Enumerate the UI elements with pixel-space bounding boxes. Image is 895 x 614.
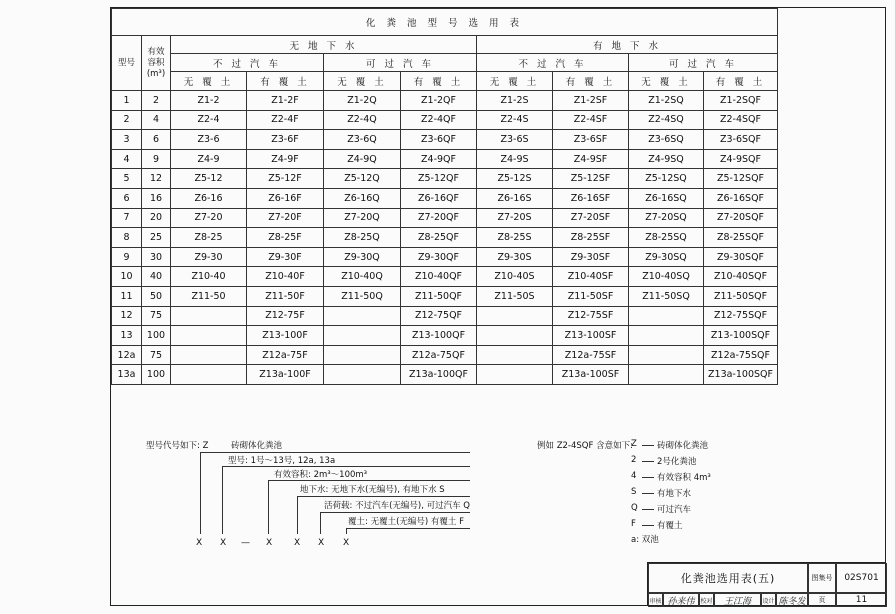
- volume-cell: 75: [142, 306, 171, 326]
- model-code-cell: Z7-20SQ: [629, 208, 704, 228]
- cover-yes-4: 有 覆 土: [704, 72, 778, 91]
- example-intro: 例如 Z2-4SQF 含意如下:: [537, 441, 633, 451]
- table-title-row: [112, 9, 778, 36]
- model-code-cell: Z3-6S: [477, 130, 553, 150]
- model-code-cell: Z4-9F: [247, 149, 324, 169]
- type-number-cell: 13: [112, 326, 142, 346]
- model-code-cell: Z8-25S: [477, 228, 553, 248]
- header-row-3: [112, 72, 778, 91]
- example-desc: 砖砌体化粪池: [657, 441, 709, 451]
- type-number-cell: 7: [112, 208, 142, 228]
- model-code-cell: Z2-4Q: [324, 110, 401, 130]
- model-code-cell: Z8-25Q: [324, 228, 401, 248]
- model-code-cell: Z12a-75SQF: [704, 345, 778, 365]
- model-code-cell: Z6-16SQF: [704, 188, 778, 208]
- model-code-cell: Z12a-75QF: [401, 345, 477, 365]
- cover-none-3: 无 覆 土: [477, 72, 553, 91]
- legend-line-cover: 覆土: 无覆土(无编号) 有覆土 F: [348, 517, 464, 527]
- example-dash: [642, 493, 654, 494]
- model-code-cell: [171, 306, 247, 326]
- model-code-cell: Z5-12F: [247, 169, 324, 189]
- model-code-cell: Z3-6F: [247, 130, 324, 150]
- example-dash: [642, 509, 654, 510]
- example-key: Q: [631, 503, 638, 513]
- type-number-cell: 11: [112, 286, 142, 306]
- model-code-cell: Z6-16SF: [553, 188, 629, 208]
- volume-cell: 16: [142, 188, 171, 208]
- group-groundwater: 有 地 下 水: [477, 36, 778, 54]
- model-code-cell: Z7-20S: [477, 208, 553, 228]
- type-number-cell: 3: [112, 130, 142, 150]
- model-code-cell: [629, 345, 704, 365]
- header-row-1: [112, 36, 778, 54]
- example-dash: [642, 525, 654, 526]
- model-code-cell: [629, 306, 704, 326]
- volume-cell: 4: [142, 110, 171, 130]
- type-number-cell: 6: [112, 188, 142, 208]
- volume-cell: 6: [142, 130, 171, 150]
- model-code-cell: [324, 326, 401, 346]
- model-code-cell: [324, 365, 401, 385]
- model-code-cell: Z7-20SF: [553, 208, 629, 228]
- model-code-cell: Z13-100F: [247, 326, 324, 346]
- cover-none-4: 无 覆 土: [629, 72, 704, 91]
- model-code-cell: Z4-9SQ: [629, 149, 704, 169]
- model-code-cell: Z13-100SF: [553, 326, 629, 346]
- model-code-cell: Z1-2QF: [401, 91, 477, 111]
- model-code-cell: Z9-30QF: [401, 247, 477, 267]
- table-row: [112, 365, 778, 385]
- model-code-cell: Z11-50S: [477, 286, 553, 306]
- model-code-cell: [477, 365, 553, 385]
- model-code-cell: Z2-4F: [247, 110, 324, 130]
- legend-intro: 型号代号如下: Z: [146, 441, 209, 451]
- model-code-cell: Z8-25QF: [401, 228, 477, 248]
- selection-table: [111, 8, 778, 385]
- model-code-cell: Z13a-100SF: [553, 365, 629, 385]
- type-number-cell: 8: [112, 228, 142, 248]
- model-code-cell: Z2-4SF: [553, 110, 629, 130]
- model-code-cell: Z5-12SQF: [704, 169, 778, 189]
- model-code-cell: Z6-16F: [247, 188, 324, 208]
- cover-yes-3: 有 覆 土: [553, 72, 629, 91]
- header-row-2: [112, 54, 778, 72]
- model-code-cell: Z3-6: [171, 130, 247, 150]
- model-code-cell: Z11-50: [171, 286, 247, 306]
- model-code-cell: Z13a-100SQF: [704, 365, 778, 385]
- legend-line-load: 活荷载: 不过汽车(无编号), 可过汽车 Q: [324, 501, 470, 511]
- group-no-groundwater: 无 地 下 水: [171, 36, 477, 54]
- model-code-cell: Z8-25F: [247, 228, 324, 248]
- volume-cell: 30: [142, 247, 171, 267]
- cover-yes-2: 有 覆 土: [401, 72, 477, 91]
- model-code-cell: Z9-30S: [477, 247, 553, 267]
- code-x-2: X: [220, 538, 227, 548]
- model-code-cell: [629, 326, 704, 346]
- type-number-cell: 12: [112, 306, 142, 326]
- check-label: 校对: [699, 593, 714, 607]
- model-code-cell: Z11-50QF: [401, 286, 477, 306]
- model-code-cell: [171, 345, 247, 365]
- cover-none-2: 无 覆 土: [324, 72, 401, 91]
- model-code-cell: Z7-20QF: [401, 208, 477, 228]
- model-code-cell: Z4-9QF: [401, 149, 477, 169]
- atlas-label: 图集号: [808, 563, 836, 593]
- table-row: [112, 267, 778, 287]
- model-code-cell: [477, 326, 553, 346]
- example-desc: 2号化粪池: [657, 457, 697, 467]
- type-number-cell: 4: [112, 149, 142, 169]
- volume-header-unit: (m³): [146, 68, 166, 79]
- model-code-cell: Z6-16SQ: [629, 188, 704, 208]
- example-key: Z: [631, 439, 637, 449]
- model-code-cell: Z1-2S: [477, 91, 553, 111]
- table-row: [112, 306, 778, 326]
- model-code-cell: Z5-12SF: [553, 169, 629, 189]
- model-code-cell: Z6-16S: [477, 188, 553, 208]
- table-row: [112, 130, 778, 150]
- model-code-cell: Z7-20: [171, 208, 247, 228]
- volume-cell: 75: [142, 345, 171, 365]
- type-number-cell: 12a: [112, 345, 142, 365]
- legend-line-groundwater: 地下水: 无地下水(无编号), 有地下水 S: [300, 485, 445, 495]
- model-code-cell: Z10-40SQ: [629, 267, 704, 287]
- model-code-cell: [477, 306, 553, 326]
- code-x-4: X: [294, 538, 301, 548]
- model-code-cell: Z5-12QF: [401, 169, 477, 189]
- type-number-cell: 9: [112, 247, 142, 267]
- model-code-cell: Z1-2F: [247, 91, 324, 111]
- model-code-cell: Z4-9S: [477, 149, 553, 169]
- example-key: 2: [631, 455, 637, 465]
- model-code-cell: Z3-6Q: [324, 130, 401, 150]
- model-code-cell: Z12-75SF: [553, 306, 629, 326]
- model-code-cell: Z2-4S: [477, 110, 553, 130]
- model-code-cell: Z11-50Q: [324, 286, 401, 306]
- cover-yes-1: 有 覆 土: [247, 72, 324, 91]
- review-label: 审核: [648, 593, 663, 607]
- model-code-cell: Z3-6SF: [553, 130, 629, 150]
- model-code-cell: Z8-25SQF: [704, 228, 778, 248]
- type-header: 型号: [112, 36, 142, 91]
- model-code-cell: Z5-12: [171, 169, 247, 189]
- model-code-cell: Z9-30SQ: [629, 247, 704, 267]
- sub-vehicle-1: 可 过 汽 车: [324, 54, 477, 72]
- type-number-cell: 13a: [112, 365, 142, 385]
- model-code-cell: Z9-30SF: [553, 247, 629, 267]
- model-code-cell: Z5-12SQ: [629, 169, 704, 189]
- table-row: [112, 149, 778, 169]
- cover-none-1: 无 覆 土: [171, 72, 247, 91]
- model-code-cell: Z2-4: [171, 110, 247, 130]
- model-code-cell: Z8-25SQ: [629, 228, 704, 248]
- model-code-cell: Z10-40: [171, 267, 247, 287]
- volume-cell: 12: [142, 169, 171, 189]
- model-code-cell: Z8-25SF: [553, 228, 629, 248]
- model-code-cell: Z13a-100F: [247, 365, 324, 385]
- model-code-cell: Z6-16Q: [324, 188, 401, 208]
- model-code-cell: Z1-2Q: [324, 91, 401, 111]
- model-code-cell: Z9-30: [171, 247, 247, 267]
- volume-cell: 9: [142, 149, 171, 169]
- page-number: 11: [836, 593, 887, 607]
- model-code-cell: Z7-20F: [247, 208, 324, 228]
- model-code-cell: Z13-100SQF: [704, 326, 778, 346]
- drawing-title: 化粪池选用表(五): [648, 563, 808, 593]
- model-code-cell: Z13a-100QF: [401, 365, 477, 385]
- volume-cell: 100: [142, 365, 171, 385]
- sub-no-vehicle-1: 不 过 汽 车: [171, 54, 324, 72]
- page-label: 页: [808, 593, 836, 607]
- model-code-cell: Z9-30SQF: [704, 247, 778, 267]
- model-code-cell: Z4-9Q: [324, 149, 401, 169]
- volume-cell: 20: [142, 208, 171, 228]
- example-dash: [642, 461, 654, 462]
- model-code-cell: Z12a-75SF: [553, 345, 629, 365]
- table-row: [112, 208, 778, 228]
- code-x-5: X: [318, 538, 325, 548]
- model-code-cell: [629, 365, 704, 385]
- model-code-cell: [171, 365, 247, 385]
- table-row: [112, 188, 778, 208]
- model-code-cell: Z9-30Q: [324, 247, 401, 267]
- code-x-1: X: [196, 538, 203, 548]
- model-code-cell: Z10-40F: [247, 267, 324, 287]
- model-code-cell: Z10-40QF: [401, 267, 477, 287]
- model-code-cell: Z2-4SQF: [704, 110, 778, 130]
- model-code-cell: Z5-12S: [477, 169, 553, 189]
- model-code-cell: Z1-2: [171, 91, 247, 111]
- sub-vehicle-2: 可 过 汽 车: [629, 54, 778, 72]
- sub-no-vehicle-2: 不 过 汽 车: [477, 54, 629, 72]
- table-row: [112, 345, 778, 365]
- model-code-cell: Z4-9SQF: [704, 149, 778, 169]
- example-desc: 有覆土: [657, 521, 683, 531]
- volume-cell: 40: [142, 267, 171, 287]
- example-desc: 有地下水: [657, 489, 692, 499]
- table-row: [112, 110, 778, 130]
- model-code-cell: Z4-9: [171, 149, 247, 169]
- model-code-cell: Z10-40Q: [324, 267, 401, 287]
- model-code-cell: Z10-40SQF: [704, 267, 778, 287]
- model-code-cell: Z11-50SF: [553, 286, 629, 306]
- volume-cell: 100: [142, 326, 171, 346]
- model-code-cell: Z1-2SQF: [704, 91, 778, 111]
- model-code-cell: Z3-6QF: [401, 130, 477, 150]
- table-row: [112, 286, 778, 306]
- example-key: 4: [631, 471, 637, 481]
- check-signature: 王江海: [714, 593, 761, 607]
- example-dash: [642, 445, 654, 446]
- volume-header-label: 有效容积: [147, 46, 165, 68]
- model-code-cell: Z2-4QF: [401, 110, 477, 130]
- volume-cell: 25: [142, 228, 171, 248]
- model-code-cell: Z6-16QF: [401, 188, 477, 208]
- model-code-cell: Z13-100QF: [401, 326, 477, 346]
- table-row: [112, 247, 778, 267]
- model-code-cell: Z7-20SQF: [704, 208, 778, 228]
- model-code-cell: [324, 306, 401, 326]
- model-code-cell: [324, 345, 401, 365]
- legend-line-type: 型号: 1号～13号, 12a, 13a: [228, 456, 336, 466]
- model-code-cell: Z12a-75F: [247, 345, 324, 365]
- example-dash: [642, 477, 654, 478]
- model-code-cell: Z3-6SQF: [704, 130, 778, 150]
- model-code-cell: Z10-40SF: [553, 267, 629, 287]
- type-number-cell: 1: [112, 91, 142, 111]
- code-x-3: X: [266, 538, 273, 548]
- code-x-6: X: [343, 538, 350, 548]
- table-row: [112, 228, 778, 248]
- code-dash: —: [241, 538, 250, 548]
- review-signature: 孙来伟: [663, 593, 699, 607]
- model-code-cell: Z12-75QF: [401, 306, 477, 326]
- atlas-number: 02S701: [836, 563, 887, 593]
- volume-header: [142, 36, 171, 91]
- table-row: [112, 326, 778, 346]
- example-desc: 有效容积 4m³: [657, 473, 711, 483]
- model-code-cell: Z1-2SQ: [629, 91, 704, 111]
- design-label: 设计: [761, 593, 776, 607]
- model-code-cell: Z12-75F: [247, 306, 324, 326]
- example-desc: 可过汽车: [657, 505, 692, 515]
- volume-cell: 50: [142, 286, 171, 306]
- model-code-cell: Z9-30F: [247, 247, 324, 267]
- model-code-cell: Z11-50F: [247, 286, 324, 306]
- volume-cell: 2: [142, 91, 171, 111]
- model-code-cell: Z1-2SF: [553, 91, 629, 111]
- model-code-cell: Z11-50SQ: [629, 286, 704, 306]
- design-signature: 陈冬发: [776, 593, 808, 607]
- model-code-cell: Z8-25: [171, 228, 247, 248]
- legend-line-volume: 有效容积: 2m³～100m³: [274, 470, 368, 480]
- model-code-cell: Z5-12Q: [324, 169, 401, 189]
- title-block: [647, 562, 886, 606]
- model-code-cell: Z3-6SQ: [629, 130, 704, 150]
- table-row: [112, 91, 778, 111]
- model-code-cell: Z2-4SQ: [629, 110, 704, 130]
- legend-z-desc: 砖砌体化粪池: [231, 441, 283, 451]
- table-row: [112, 169, 778, 189]
- model-code-cell: [171, 326, 247, 346]
- model-code-cell: Z6-16: [171, 188, 247, 208]
- example-key: S: [631, 487, 637, 497]
- model-code-cell: Z11-50SQF: [704, 286, 778, 306]
- model-code-cell: Z7-20Q: [324, 208, 401, 228]
- model-code-cell: Z4-9SF: [553, 149, 629, 169]
- model-code-cell: Z12-75SQF: [704, 306, 778, 326]
- table-title: 化 粪 池 型 号 选 用 表: [112, 9, 778, 36]
- type-number-cell: 10: [112, 267, 142, 287]
- type-number-cell: 2: [112, 110, 142, 130]
- model-code-cell: [477, 345, 553, 365]
- model-code-cell: Z10-40S: [477, 267, 553, 287]
- type-number-cell: 5: [112, 169, 142, 189]
- example-key: F: [631, 519, 636, 529]
- example-note: a: 双池: [631, 535, 659, 545]
